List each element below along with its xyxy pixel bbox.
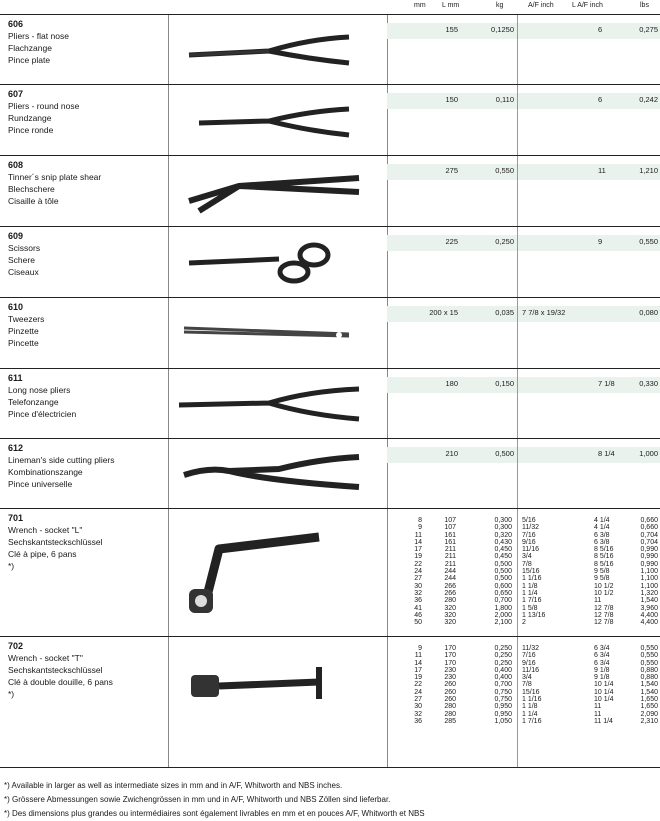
table-cell: 1,100 <box>640 582 658 590</box>
table-cell: 260 <box>444 681 456 689</box>
weight-lbs: 1,210 <box>639 166 658 175</box>
table-cell: 1,800 <box>494 604 512 612</box>
table-cell: 32 <box>414 710 422 718</box>
header-af-inch: A/F inch <box>528 2 554 9</box>
table-cell: 1,540 <box>640 597 658 605</box>
table-cell: 1,100 <box>640 568 658 576</box>
table-cell: 11/16 <box>522 666 539 674</box>
table-cell: 266 <box>444 582 456 590</box>
footnote-fr: *) Des dimensions plus grandes ou intermédiaires sont également livrables en mm et en pouces A/F, Whitworth et NBS <box>4 809 425 818</box>
table-cell: 14 <box>414 659 422 667</box>
product-row-608 <box>0 155 660 227</box>
table-cell: 15/16 <box>522 568 540 576</box>
table-cell: 0,250 <box>494 659 512 667</box>
column-divider <box>517 156 518 227</box>
table-cell: 1 1/4 <box>522 589 538 597</box>
wrench-t-af-column <box>522 645 582 725</box>
wrench-l-inch-column <box>594 517 630 626</box>
table-cell: 9/16 <box>522 538 536 546</box>
table-cell: 320 <box>444 604 456 612</box>
table-cell: 0,430 <box>494 538 512 546</box>
footnote-en: *) Available in larger as well as intermediate sizes in mm and in A/F, Whitworth and NBS inches. <box>4 781 343 790</box>
length-mm: 225 <box>445 237 458 246</box>
length-mm: 200 x 15 <box>429 308 458 317</box>
table-cell: 19 <box>414 553 422 561</box>
weight-kg: 0,550 <box>495 166 514 175</box>
table-cell: 19 <box>414 674 422 682</box>
table-cell: 0,750 <box>494 688 512 696</box>
table-cell: 0,950 <box>494 710 512 718</box>
table-cell: 6 3/4 <box>594 652 610 660</box>
weight-kg: 0,035 <box>495 308 514 317</box>
weight-kg: 0,250 <box>495 237 514 246</box>
table-cell: 4,400 <box>640 611 658 619</box>
table-cell: 17 <box>414 546 422 554</box>
table-cell: 0,880 <box>640 666 658 674</box>
table-cell: 0,660 <box>640 517 658 524</box>
table-cell: 2 <box>522 619 526 627</box>
wrench-t-inch-column <box>594 645 630 725</box>
table-cell: 161 <box>444 531 456 539</box>
length-inch: 7 7/8 x 19/32 <box>522 308 566 317</box>
table-cell: 1 5/8 <box>522 604 538 612</box>
table-cell: 9 <box>418 524 422 532</box>
table-cell: 211 <box>444 546 456 554</box>
table-cell: 12 7/8 <box>594 611 614 619</box>
table-cell: 0,250 <box>494 652 512 660</box>
table-cell: 1,540 <box>640 688 658 696</box>
table-cell: 0,400 <box>494 666 512 674</box>
table-cell: 1 1/8 <box>522 703 538 711</box>
product-row-611 <box>0 368 660 439</box>
table-cell: 7/8 <box>522 560 532 568</box>
wrench-t-image <box>168 637 388 767</box>
table-cell: 15/16 <box>522 688 540 696</box>
table-cell: 1 1/8 <box>522 582 538 590</box>
table-cell: 211 <box>444 560 456 568</box>
table-cell: 6 3/8 <box>594 531 610 539</box>
table-cell: 11 <box>414 531 422 539</box>
tool-illustration <box>169 85 387 156</box>
table-cell: 0,700 <box>494 597 512 605</box>
table-cell: 24 <box>414 568 422 576</box>
table-cell: 9 5/8 <box>594 568 610 576</box>
table-cell: 280 <box>444 710 456 718</box>
table-cell: 9 1/8 <box>594 674 610 682</box>
weight-lbs: 1,000 <box>639 449 658 458</box>
table-cell: 0,450 <box>494 546 512 554</box>
product-description: 607 Pliers - round nose Rundzange Pince ronde <box>8 89 80 135</box>
table-cell: 8 5/16 <box>594 553 614 561</box>
table-cell: 17 <box>414 666 422 674</box>
table-cell: 10 1/4 <box>594 681 614 689</box>
table-cell: 11 1/4 <box>594 717 613 725</box>
table-cell: 0,550 <box>640 659 658 667</box>
table-cell: 244 <box>444 575 456 583</box>
length-inch: 6 <box>598 25 603 34</box>
table-cell: 2,310 <box>640 717 658 725</box>
table-cell: 0,990 <box>640 546 658 554</box>
weight-kg: 0,150 <box>495 379 514 388</box>
table-cell: 0,750 <box>494 696 512 704</box>
table-cell: 11/32 <box>522 524 539 532</box>
header-l-mm: L mm <box>442 2 460 9</box>
table-cell: 1,050 <box>494 717 512 725</box>
tool-image <box>168 15 388 85</box>
table-cell: 0,600 <box>494 582 512 590</box>
table-cell: 11/16 <box>522 546 539 554</box>
table-cell: 0,400 <box>494 674 512 682</box>
table-cell: 11 <box>414 652 422 660</box>
tool-image <box>168 298 388 369</box>
table-cell: 3/4 <box>522 553 532 561</box>
table-cell: 1 1/16 <box>522 696 542 704</box>
product-row-606 <box>0 14 660 85</box>
table-cell: 2,100 <box>494 619 512 627</box>
table-cell: 0,450 <box>494 553 512 561</box>
table-cell: 7/16 <box>522 531 536 539</box>
header-lbs: lbs <box>640 2 649 9</box>
column-divider <box>517 298 518 369</box>
table-cell: 0,880 <box>640 674 658 682</box>
table-cell: 107 <box>444 524 456 532</box>
table-cell: 0,550 <box>640 645 658 652</box>
table-cell: 22 <box>414 681 422 689</box>
table-cell: 1,320 <box>640 589 658 597</box>
table-cell: 32 <box>414 589 422 597</box>
table-cell: 8 5/16 <box>594 560 614 568</box>
footnote-de: *) Grössere Abmessungen sowie Zwichengrössen in mm und in A/F, Whitworth und NBS Zöllen sind lieferbar. <box>4 795 391 804</box>
table-cell: 10 1/2 <box>594 582 614 590</box>
table-cell: 10 1/4 <box>594 696 614 704</box>
table-cell: 266 <box>444 589 456 597</box>
table-cell: 0,990 <box>640 553 658 561</box>
table-cell: 0,500 <box>494 568 512 576</box>
table-cell: 3,960 <box>640 604 658 612</box>
table-cell: 2,090 <box>640 710 658 718</box>
table-cell: 0,500 <box>494 575 512 583</box>
header-l-af-inch: L A/F inch <box>572 2 603 9</box>
length-inch: 11 <box>598 166 606 175</box>
length-mm: 210 <box>445 449 458 458</box>
table-cell: 0,990 <box>640 560 658 568</box>
table-cell: 0,950 <box>494 703 512 711</box>
table-cell: 1 1/16 <box>522 575 542 583</box>
table-cell: 5/16 <box>522 517 536 524</box>
wrench-l-mm-column <box>392 517 422 626</box>
table-cell: 0,550 <box>640 652 658 660</box>
table-cell: 280 <box>444 703 456 711</box>
column-divider <box>517 509 518 637</box>
table-cell: 0,320 <box>494 531 512 539</box>
table-cell: 4 1/4 <box>594 517 610 524</box>
product-description: 610 Tweezers Pinzette Pincette <box>8 302 45 348</box>
table-cell: 7/8 <box>522 681 532 689</box>
table-cell: 260 <box>444 688 456 696</box>
product-row-702 <box>0 636 660 768</box>
table-cell: 170 <box>444 645 456 652</box>
table-cell: 24 <box>414 688 422 696</box>
table-cell: 11 <box>594 703 602 711</box>
length-mm: 180 <box>445 379 458 388</box>
tool-illustration <box>169 439 387 509</box>
weight-lbs: 0,275 <box>639 25 658 34</box>
table-cell: 8 <box>418 517 422 524</box>
table-cell: 12 7/8 <box>594 619 614 627</box>
table-cell: 7/16 <box>522 652 536 660</box>
column-divider <box>517 227 518 298</box>
wrench-t-mm-column <box>392 645 422 725</box>
table-cell: 320 <box>444 619 456 627</box>
table-cell: 14 <box>414 538 422 546</box>
length-mm: 155 <box>445 25 458 34</box>
table-cell: 1 7/16 <box>522 597 542 605</box>
wrench-l-length-column <box>426 517 456 626</box>
weight-kg: 0,110 <box>495 95 514 104</box>
table-cell: 0,700 <box>494 681 512 689</box>
table-cell: 285 <box>444 717 456 725</box>
product-row-612 <box>0 438 660 509</box>
table-cell: 4 1/4 <box>594 524 610 532</box>
tool-image <box>168 439 388 509</box>
table-cell: 9 5/8 <box>594 575 610 583</box>
column-header <box>386 0 660 12</box>
wrench-l-image <box>168 509 388 637</box>
header-kg: kg <box>496 2 504 9</box>
table-cell: 46 <box>414 611 422 619</box>
wrench-t-kg-column <box>470 645 512 725</box>
product-row-607 <box>0 84 660 156</box>
table-cell: 1 13/16 <box>522 611 546 619</box>
table-cell: 260 <box>444 696 456 704</box>
table-cell: 6 3/8 <box>594 538 610 546</box>
table-cell: 107 <box>444 517 456 524</box>
wrench-t-illustration <box>169 637 387 767</box>
table-cell: 30 <box>414 703 422 711</box>
length-inch: 6 <box>598 95 603 104</box>
column-divider <box>517 15 518 85</box>
wrench-l-kg-column <box>470 517 512 626</box>
table-cell: 1,100 <box>640 575 658 583</box>
table-cell: 11 <box>594 710 602 718</box>
table-cell: 36 <box>414 717 422 725</box>
product-row-610 <box>0 297 660 369</box>
table-cell: 10 1/4 <box>594 688 614 696</box>
table-cell: 230 <box>444 666 456 674</box>
table-cell: 3/4 <box>522 674 532 682</box>
table-cell: 1,540 <box>640 681 658 689</box>
table-cell: 8 5/16 <box>594 546 614 554</box>
table-cell: 9/16 <box>522 659 536 667</box>
weight-lbs: 0,550 <box>639 237 658 246</box>
tool-image <box>168 85 388 156</box>
tool-illustration <box>169 369 387 439</box>
table-cell: 170 <box>444 652 456 660</box>
wrench-l-lbs-column <box>626 517 658 626</box>
table-cell: 0,704 <box>640 538 658 546</box>
table-cell: 211 <box>444 553 456 561</box>
product-description: 606 Pliers - flat nose Flachzange Pince plate <box>8 19 69 65</box>
table-cell: 50 <box>414 619 422 627</box>
table-cell: 0,704 <box>640 531 658 539</box>
table-cell: 9 <box>418 645 422 652</box>
product-description: 701 Wrench - socket "L" Sechskantsteckschlüssel Clé à pipe, 6 pans *) <box>8 513 103 571</box>
header-mm: mm <box>414 2 426 9</box>
weight-lbs: 0,080 <box>639 308 658 317</box>
table-cell: 0,500 <box>494 560 512 568</box>
table-cell: 1 1/4 <box>522 710 538 718</box>
length-inch: 7 1/8 <box>598 379 615 388</box>
column-divider <box>517 369 518 439</box>
product-description: 611 Long nose pliers Telefonzange Pince d'électricien <box>8 373 77 419</box>
wrench-l-af-column <box>522 517 582 626</box>
product-description: 612 Lineman's side cutting pliers Kombinationszange Pince universelle <box>8 443 115 489</box>
table-cell: 1,650 <box>640 703 658 711</box>
table-cell: 9 1/8 <box>594 666 610 674</box>
table-cell: 11/32 <box>522 645 539 652</box>
table-cell: 161 <box>444 538 456 546</box>
table-cell: 0,650 <box>494 589 512 597</box>
table-cell: 280 <box>444 597 456 605</box>
product-description: 702 Wrench - socket "T" Sechskantsteckschlüssel Clé à double douille, 6 pans *) <box>8 641 113 699</box>
table-cell: 1 7/16 <box>522 717 542 725</box>
table-cell: 0,300 <box>494 517 512 524</box>
table-cell: 170 <box>444 659 456 667</box>
weight-lbs: 0,330 <box>639 379 658 388</box>
tool-image <box>168 227 388 298</box>
wrench-t-lbs-column <box>626 645 658 725</box>
product-description: 609 Scissors Schere Ciseaux <box>8 231 41 277</box>
tool-image <box>168 156 388 227</box>
product-description: 608 Tinner´s snip plate shear Blechschere Cisaille à tôle <box>8 160 102 206</box>
table-cell: 22 <box>414 560 422 568</box>
table-cell: 12 7/8 <box>594 604 614 612</box>
product-row-609 <box>0 226 660 298</box>
length-mm: 150 <box>445 95 458 104</box>
table-cell: 230 <box>444 674 456 682</box>
weight-kg: 0,1250 <box>491 25 514 34</box>
wrench-l-illustration <box>169 509 387 637</box>
table-cell: 0,250 <box>494 645 512 652</box>
table-cell: 0,660 <box>640 524 658 532</box>
table-cell: 2,000 <box>494 611 512 619</box>
table-cell: 4,400 <box>640 619 658 627</box>
weight-lbs: 0,242 <box>639 95 658 104</box>
table-cell: 244 <box>444 568 456 576</box>
length-inch: 8 1/4 <box>598 449 615 458</box>
table-cell: 10 1/2 <box>594 589 614 597</box>
table-cell: 320 <box>444 611 456 619</box>
tool-image <box>168 369 388 439</box>
table-cell: 0,300 <box>494 524 512 532</box>
table-cell: 1,650 <box>640 696 658 704</box>
table-cell: 30 <box>414 582 422 590</box>
product-row-701 <box>0 508 660 637</box>
table-cell: 27 <box>414 575 422 583</box>
wrench-t-length-column <box>426 645 456 725</box>
length-inch: 9 <box>598 237 603 246</box>
table-cell: 41 <box>414 604 422 612</box>
column-divider <box>517 439 518 509</box>
column-divider <box>517 637 518 767</box>
tool-illustration <box>169 298 387 369</box>
column-divider <box>517 85 518 156</box>
table-cell: 36 <box>414 597 422 605</box>
tool-illustration <box>169 156 387 227</box>
weight-kg: 0,500 <box>495 449 514 458</box>
table-cell: 27 <box>414 696 422 704</box>
table-cell: 6 3/4 <box>594 645 610 652</box>
tool-illustration <box>169 227 387 298</box>
table-cell: 6 3/4 <box>594 659 610 667</box>
tool-illustration <box>169 15 387 85</box>
length-mm: 275 <box>445 166 458 175</box>
table-cell: 11 <box>594 597 602 605</box>
